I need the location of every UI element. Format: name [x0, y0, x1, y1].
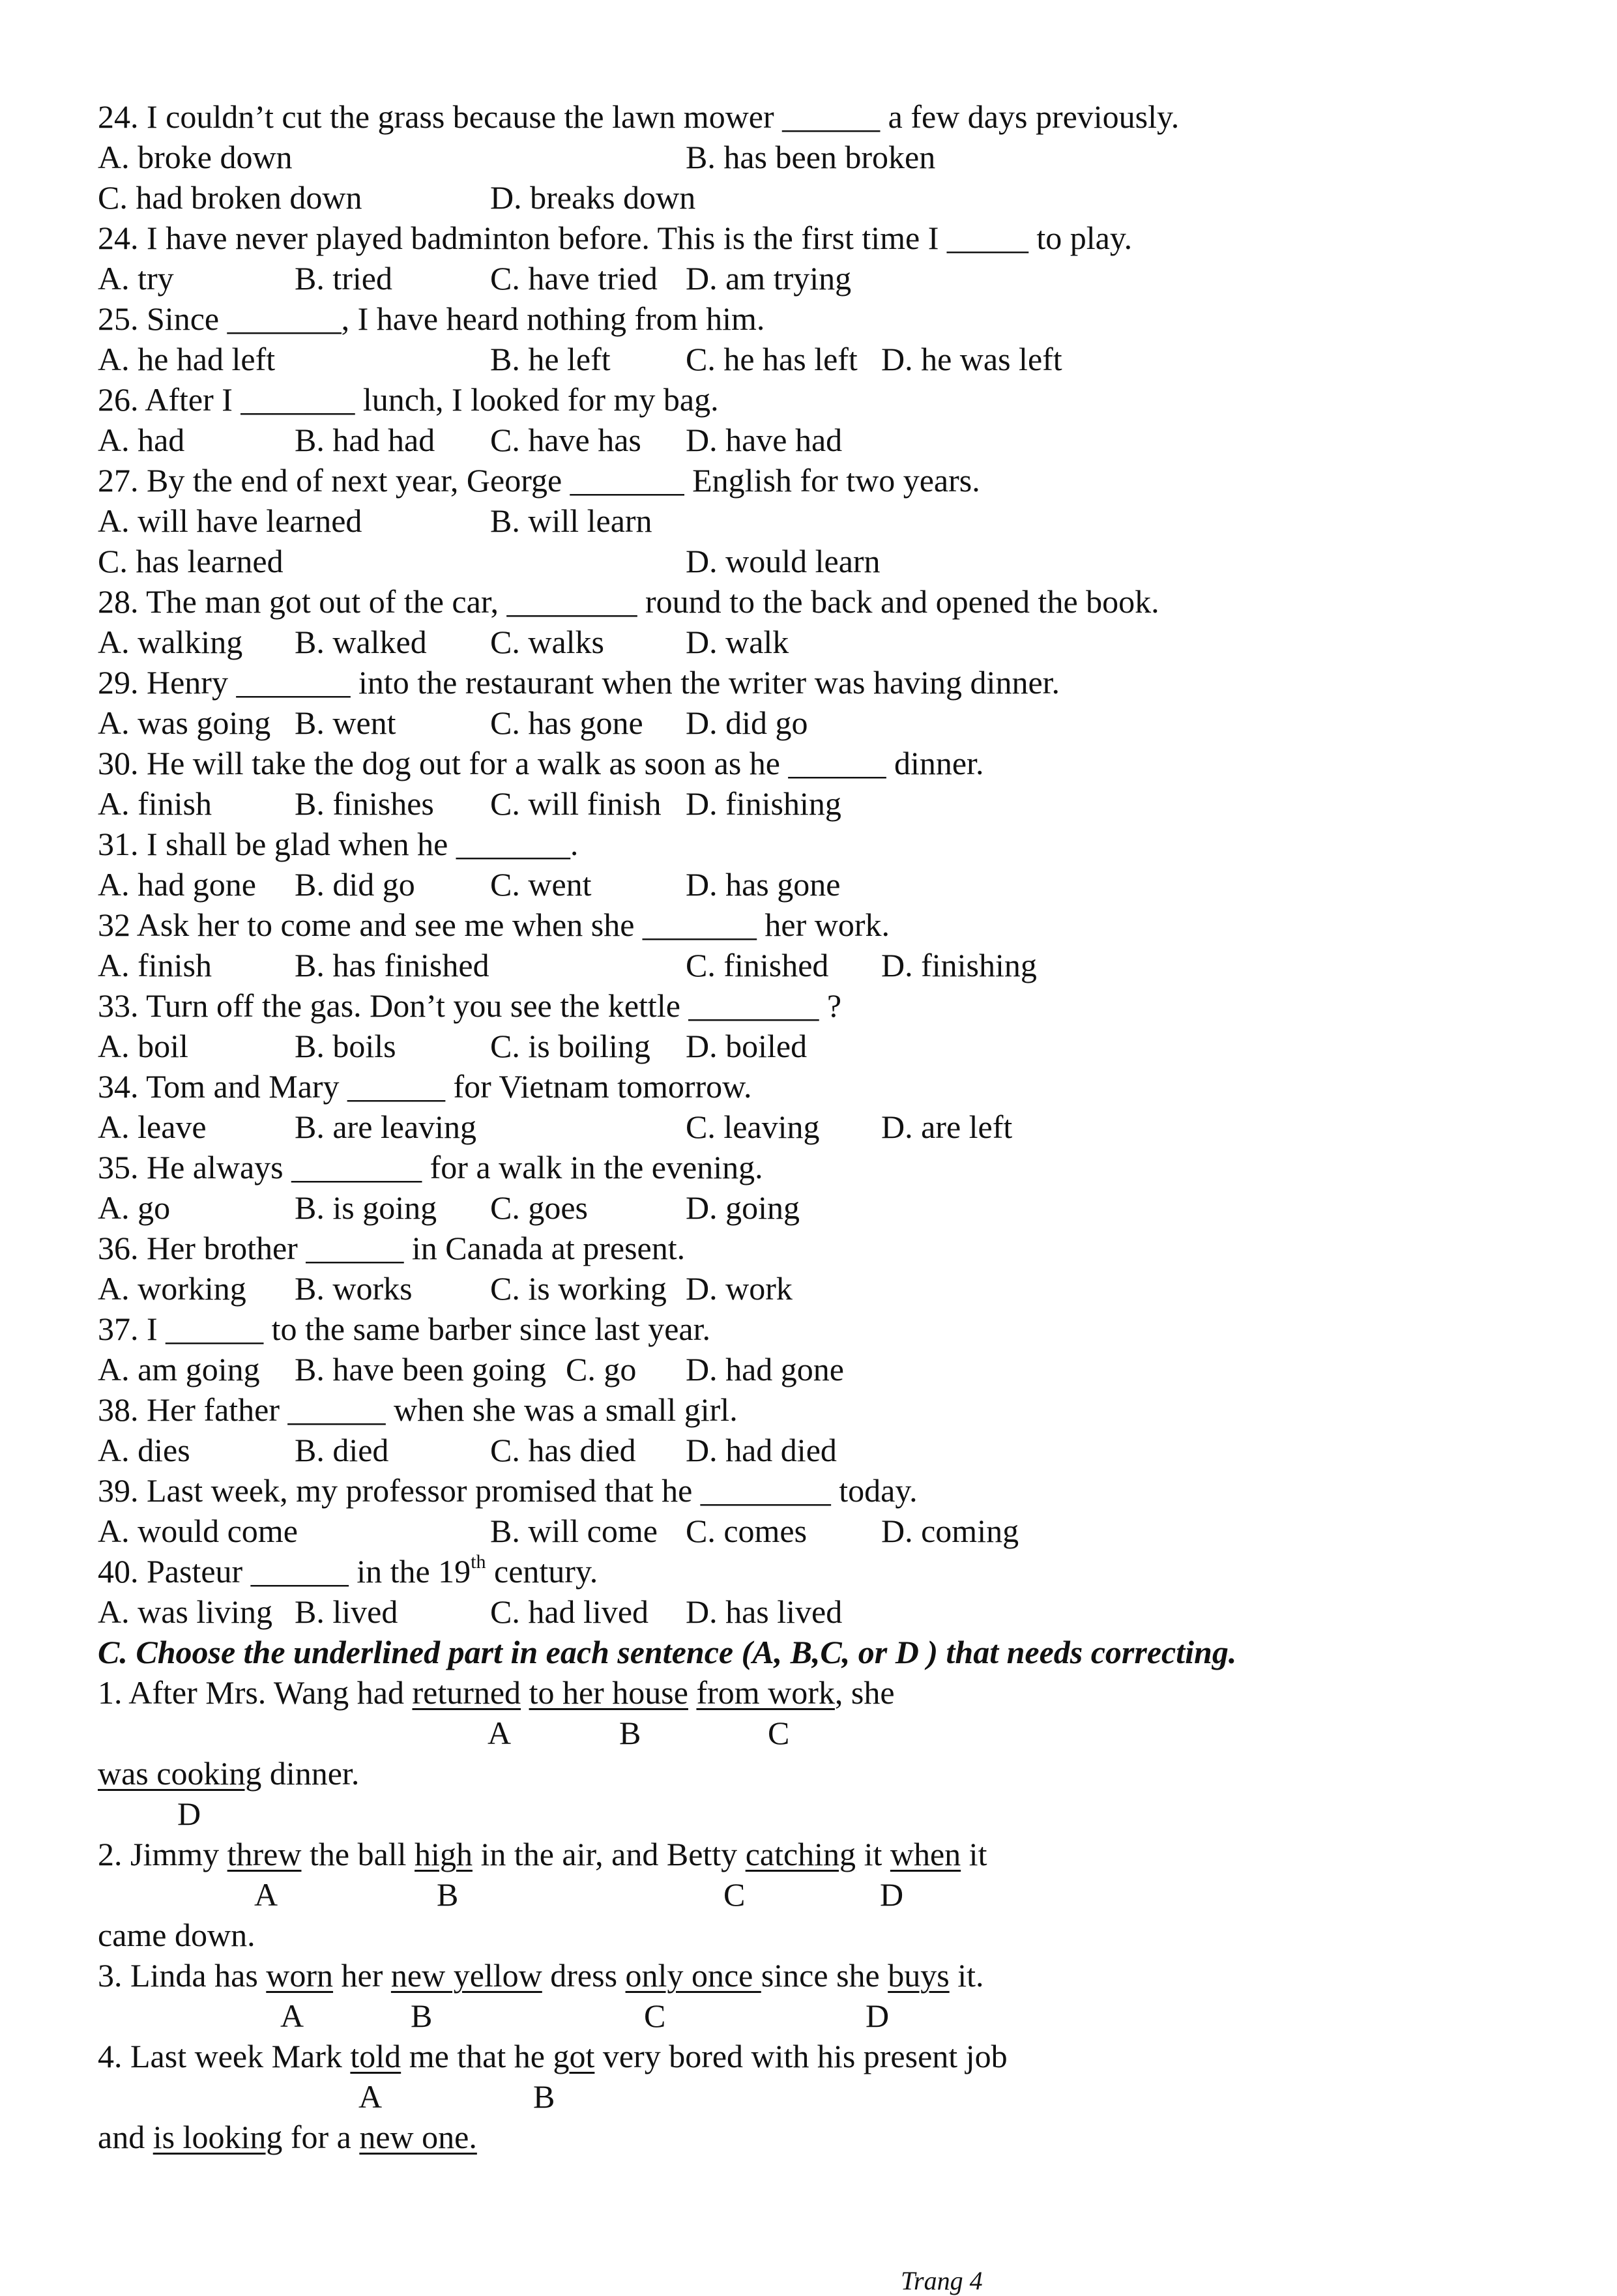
question-25-stem: 25. Since _______, I have heard nothing from him. [98, 300, 765, 337]
error-sentence-1-cont [98, 1753, 359, 1794]
s3-letter-b: B [411, 1998, 433, 2034]
q37-option-c: C. go [566, 1351, 637, 1388]
question-37-stem: 37. I ______ to the same barber since last year. [98, 1311, 710, 1347]
q28-option-d: D. walk [686, 624, 789, 660]
question-24a-stem: 24. I couldn’t cut the grass because the lawn mower ______ a few days previously. [98, 98, 1180, 135]
q36-option-b: B. works [295, 1270, 413, 1307]
q40-option-b: B. lived [295, 1593, 398, 1630]
q32-option-d: D. finishing [881, 947, 1037, 983]
q40-stem-tail: century. [486, 1553, 598, 1590]
q34-option-c: C. leaving [686, 1109, 820, 1145]
s3-underlined-a: worn [266, 1957, 334, 1994]
s1-letter-b: B [619, 1715, 641, 1751]
question-34-stem: 34. Tom and Mary ______ for Vietnam tomorrow. [98, 1068, 752, 1105]
q30-option-d: D. finishing [686, 785, 841, 822]
s4-text: for a [282, 2119, 360, 2155]
q25-option-a: A. he had left [98, 341, 276, 377]
error-sentence-3 [98, 1955, 983, 1996]
question-39-stem: 39. Last week, my professor promised that he ________ today. [98, 1472, 918, 1509]
question-33-stem: 33. Turn off the gas. Don’t you see the kettle ________ ? [98, 987, 842, 1024]
q35-option-d: D. going [686, 1189, 800, 1226]
s3-text: dress [542, 1957, 626, 1994]
q28-option-a: A. walking [98, 624, 243, 660]
s4-underlined-a: told [350, 2038, 401, 2074]
s1-letter-a: A [488, 1715, 512, 1751]
q26-option-d: D. have had [686, 422, 843, 458]
s3-text: her [333, 1957, 391, 1994]
q40-superscript: th [471, 1551, 486, 1573]
q38-option-c: C. has died [490, 1432, 636, 1468]
q35-option-a: A. go [98, 1189, 171, 1226]
s2-letter-a: A [254, 1876, 278, 1913]
q39-option-d: D. coming [881, 1513, 1019, 1549]
error-sentence-1 [98, 1672, 895, 1713]
q37-option-b: B. have been going [295, 1351, 547, 1388]
question-29-stem: 29. Henry _______ into the restaurant when the writer was having dinner. [98, 664, 1060, 701]
q36-option-c: C. is working [490, 1270, 667, 1307]
s1-text: 1. After Mrs. Wang had [98, 1674, 413, 1711]
q27-option-b: B. will learn [490, 502, 652, 539]
s4-underlined-c: is looking [153, 2119, 283, 2155]
q40-option-a: A. was living [98, 1593, 273, 1630]
q37-option-a: A. am going [98, 1351, 260, 1388]
s2-underlined-d: when [890, 1836, 961, 1872]
q29-option-b: B. went [295, 705, 396, 741]
q35-option-c: C. goes [490, 1189, 588, 1226]
q28-option-c: C. walks [490, 624, 604, 660]
q28-option-b: B. walked [295, 624, 427, 660]
question-24b-stem: 24. I have never played badminton before. This is the first time I _____ to play. [98, 220, 1133, 256]
s2-underlined-b: high [415, 1836, 473, 1872]
q25-option-d: D. he was left [881, 341, 1062, 377]
s2-underlined-c: catching [745, 1836, 856, 1872]
error-sentence-4 [98, 2036, 1008, 2076]
s3-letter-a: A [280, 1998, 304, 2034]
q29-option-a: A. was going [98, 705, 271, 741]
q26-option-b: B. had had [295, 422, 435, 458]
q40-option-d: D. has lived [686, 1593, 843, 1630]
question-31-stem: 31. I shall be glad when he _______. [98, 826, 579, 862]
s1-text [521, 1674, 529, 1711]
s2-text: in the air, and Betty [472, 1836, 746, 1872]
s4-underlined-d: new one. [359, 2119, 477, 2155]
s3-text: 3. Linda has [98, 1957, 267, 1994]
q31-option-a: A. had gone [98, 866, 256, 903]
question-38-stem: 38. Her father ______ when she was a small girl. [98, 1391, 738, 1428]
q24b-option-b: B. tried [295, 260, 392, 297]
q31-option-c: C. went [490, 866, 592, 903]
q34-option-b: B. are leaving [295, 1109, 477, 1145]
q27-option-d: D. would learn [686, 543, 881, 579]
q38-option-d: D. had died [686, 1432, 837, 1468]
q25-option-c: C. he has left [686, 341, 858, 377]
q32-option-a: A. finish [98, 947, 212, 983]
s2-underlined-a: threw [227, 1836, 302, 1872]
page-number: Trang 4 [901, 2266, 983, 2295]
s3-letter-d: D [866, 1998, 890, 2034]
q37-option-d: D. had gone [686, 1351, 844, 1388]
q40-option-c: C. had lived [490, 1593, 649, 1630]
s1-underlined-b: to her house [529, 1674, 688, 1711]
s3-text: since she [761, 1957, 888, 1994]
question-32-stem: 32 Ask her to come and see me when she _______ her work. [98, 907, 890, 943]
s4-text: and [98, 2119, 153, 2155]
q30-option-a: A. finish [98, 785, 212, 822]
q39-option-b: B. will come [490, 1513, 658, 1549]
s1-letter-c: C [768, 1715, 790, 1751]
q32-option-c: C. finished [686, 947, 829, 983]
question-26-stem: 26. After I _______ lunch, I looked for my bag. [98, 381, 719, 418]
s3-underlined-c: only once [625, 1957, 761, 1994]
q33-option-b: B. boils [295, 1028, 396, 1064]
s2-letter-d: D [880, 1876, 904, 1913]
question-36-stem: 36. Her brother ______ in Canada at present. [98, 1230, 686, 1266]
s4-text: very bored with his present job [594, 2038, 1008, 2074]
s1-text: dinner. [261, 1755, 360, 1792]
s4-letter-b: B [533, 2078, 555, 2115]
q27-option-c: C. has learned [98, 543, 284, 579]
s1-text [688, 1674, 697, 1711]
q33-option-d: D. boiled [686, 1028, 808, 1064]
q34-option-d: D. are left [881, 1109, 1013, 1145]
s4-text: 4. Last week Mark [98, 2038, 351, 2074]
q24b-option-a: A. try [98, 260, 174, 297]
q30-option-b: B. finishes [295, 785, 434, 822]
q24a-option-c: C. had broken down [98, 179, 362, 216]
q35-option-b: B. is going [295, 1189, 437, 1226]
q31-option-d: D. has gone [686, 866, 841, 903]
s4-underlined-b: got [553, 2038, 595, 2074]
s4-text: me that he [401, 2038, 553, 2074]
q25-option-b: B. he left [490, 341, 611, 377]
q29-option-d: D. did go [686, 705, 808, 741]
q36-option-a: A. working [98, 1270, 246, 1307]
q29-option-c: C. has gone [490, 705, 643, 741]
s3-underlined-b: new yellow [390, 1957, 542, 1994]
q33-option-a: A. boil [98, 1028, 188, 1064]
s4-letter-a: A [358, 2078, 383, 2115]
error-sentence-4-cont [98, 2117, 477, 2157]
q24b-option-d: D. am trying [686, 260, 852, 297]
q39-option-a: A. would come [98, 1513, 298, 1549]
s2-text: it [856, 1836, 890, 1872]
question-30-stem: 30. He will take the dog out for a walk as soon as he ______ dinner. [98, 745, 984, 781]
s2-text: 2. Jimmy [98, 1836, 227, 1872]
section-c-heading: C. Choose the underlined part in each sentence (A, B,C, or D ) that needs correcting. [98, 1634, 1237, 1670]
s3-underlined-d: buys [888, 1957, 950, 1994]
q24a-option-b: B. has been broken [686, 139, 936, 175]
q38-option-b: B. died [295, 1432, 389, 1468]
s2-text: the ball [301, 1836, 415, 1872]
q38-option-a: A. dies [98, 1432, 190, 1468]
s1-underlined-d: was cooking [98, 1755, 262, 1792]
s2-text: it [961, 1836, 987, 1872]
s1-letter-d: D [177, 1795, 201, 1832]
q24a-option-a: A. broke down [98, 139, 293, 175]
q30-option-c: C. will finish [490, 785, 662, 822]
s2-letter-b: B [437, 1876, 459, 1913]
q27-option-a: A. will have learned [98, 502, 362, 539]
q39-option-c: C. comes [686, 1513, 808, 1549]
q33-option-c: C. is boiling [490, 1028, 650, 1064]
s1-underlined-c: from work [696, 1674, 835, 1711]
question-27-stem: 27. By the end of next year, George _______ English for two years. [98, 462, 980, 499]
q26-option-a: A. had [98, 422, 185, 458]
q36-option-d: D. work [686, 1270, 793, 1307]
s2-letter-c: C [723, 1876, 746, 1913]
error-sentence-2-cont: came down. [98, 1917, 255, 1953]
s3-text: it. [949, 1957, 984, 1994]
s1-text: , she [834, 1674, 895, 1711]
question-35-stem: 35. He always ________ for a walk in the evening. [98, 1149, 763, 1185]
s3-letter-c: C [644, 1998, 666, 2034]
q31-option-b: B. did go [295, 866, 415, 903]
question-40-stem [98, 1551, 598, 1591]
question-28-stem: 28. The man got out of the car, ________ round to the back and opened the book. [98, 583, 1159, 620]
s1-underlined-a: returned [412, 1674, 521, 1711]
q34-option-a: A. leave [98, 1109, 207, 1145]
q32-option-b: B. has finished [295, 947, 489, 983]
q26-option-c: C. have has [490, 422, 641, 458]
error-sentence-2 [98, 1834, 987, 1874]
q24b-option-c: C. have tried [490, 260, 658, 297]
q24a-option-d: D. breaks down [490, 179, 696, 216]
q40-stem-text: 40. Pasteur ______ in the 19 [98, 1553, 471, 1590]
